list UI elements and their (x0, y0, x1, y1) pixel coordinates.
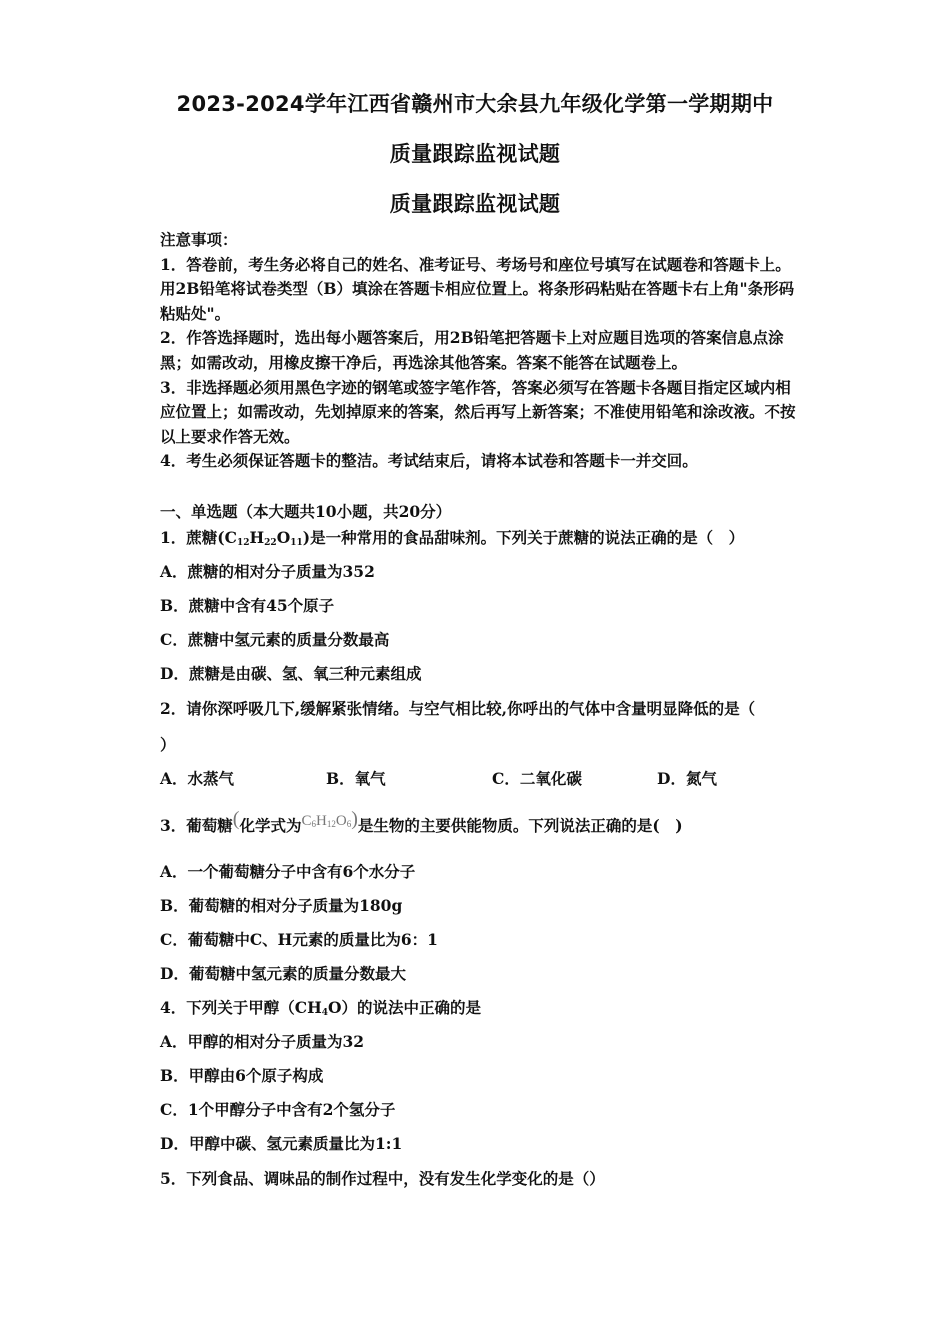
exam-title-line1: 2023-2024学年江西省赣州市大余县九年级化学第一学期期中 (176, 92, 774, 116)
question-2-option-c: C．二氧化碳 (492, 769, 582, 788)
question-3-option-a: A．一个葡萄糖分子中含有6个水分子 (160, 862, 416, 881)
question-2-stem: 2．请你深呼吸几下,缓解紧张情绪。与空气相比较,你呼出的气体中含量明显降低的是（ (160, 699, 756, 718)
question-3-option-b: B．葡萄糖的相对分子质量为180g (160, 896, 403, 915)
question-4-stem: 4．下列关于甲醇$(CH_4O)$的说法中正确的是 (160, 998, 482, 1018)
question-1-option-b: B．蔗糖中含有45个原子 (160, 596, 335, 615)
question-5-stem: 5．下列食品、调味品的制作过程中，没有发生化学变化的是（） (160, 1169, 605, 1188)
question-4-option-b: B．甲醇由6个原子构成 (160, 1066, 324, 1085)
question-2-stem-end: ） (160, 735, 176, 754)
glucose-formula: (化学式为$C_6H_{12}O_6$) (232, 808, 358, 835)
section-heading: 一、单选题（本大题共10小题，共20分） (160, 502, 452, 521)
exam-title-line3: 质量跟踪监视试题 (389, 192, 561, 216)
question-4-option-c: C．1个甲醇分子中含有2个氢分子 (160, 1100, 396, 1119)
notice-item-3: 3．非选择题必须用黑色字迹的钢笔或签字笔作答，答案必须写在答题卡各题目指定区域内相应位置上；如需改动，先划掉原来的答案，然后再写上新答案；不准使用铅笔和涂改液。不按以上要求作答无效。 (160, 377, 796, 446)
notice-heading: 注意事项： (160, 230, 238, 249)
question-3-stem: 3．葡萄糖(化学式为$C_6H_{12}O_6$)是生物的主要供能物质。下列说法正确的是( ) (160, 808, 683, 835)
notice-block (160, 228, 800, 474)
notice-item-4: 4．考生必须保证答题卡的整洁。考试结束后，请将本试卷和答题卡一并交回。 (160, 451, 698, 471)
question-2-option-a: A．水蒸气 (160, 769, 235, 788)
question-2-option-b: B．氧气 (326, 769, 386, 788)
question-1-stem: 1．蔗糖$(C_{12}H_{22}O_{11})$是一种常用的食品甜味剂。下列关于蔗糖的说法正确的是（ ） (160, 528, 745, 548)
question-2-option-d: D．氮气 (657, 769, 717, 788)
question-4-option-d: D．甲醇中碳、氢元素质量比为1:1 (160, 1134, 403, 1153)
question-1-option-a: A．蔗糖的相对分子质量为352 (160, 562, 375, 581)
question-3-option-c: C．葡萄糖中C、H元素的质量比为6：1 (160, 930, 438, 949)
question-1-option-d: D．蔗糖是由碳、氢、氧三种元素组成 (160, 664, 422, 683)
exam-title-line2: 质量跟踪监视试题 (389, 142, 561, 166)
notice-item-2: 2．作答选择题时，选出每小题答案后，用2B铅笔把答题卡上对应题目选项的答案信息点涂黑；如需改动，用橡皮擦干净后，再选涂其他答案。答案不能答在试题卷上。 (160, 328, 784, 372)
question-4-option-a: A．甲醇的相对分子质量为32 (160, 1032, 365, 1051)
question-1-option-c: C．蔗糖中氢元素的质量分数最高 (160, 630, 390, 649)
question-3-option-d: D．葡萄糖中氢元素的质量分数最大 (160, 964, 406, 983)
notice-item-1: 1．答卷前，考生务必将自己的姓名、准考证号、考场号和座位号填写在试题卷和答题卡上。用2B铅笔将试卷类型（B）填涂在答题卡相应位置上。将条形码粘贴在答题卡右上角"条形码粘贴处"。 (160, 254, 795, 323)
